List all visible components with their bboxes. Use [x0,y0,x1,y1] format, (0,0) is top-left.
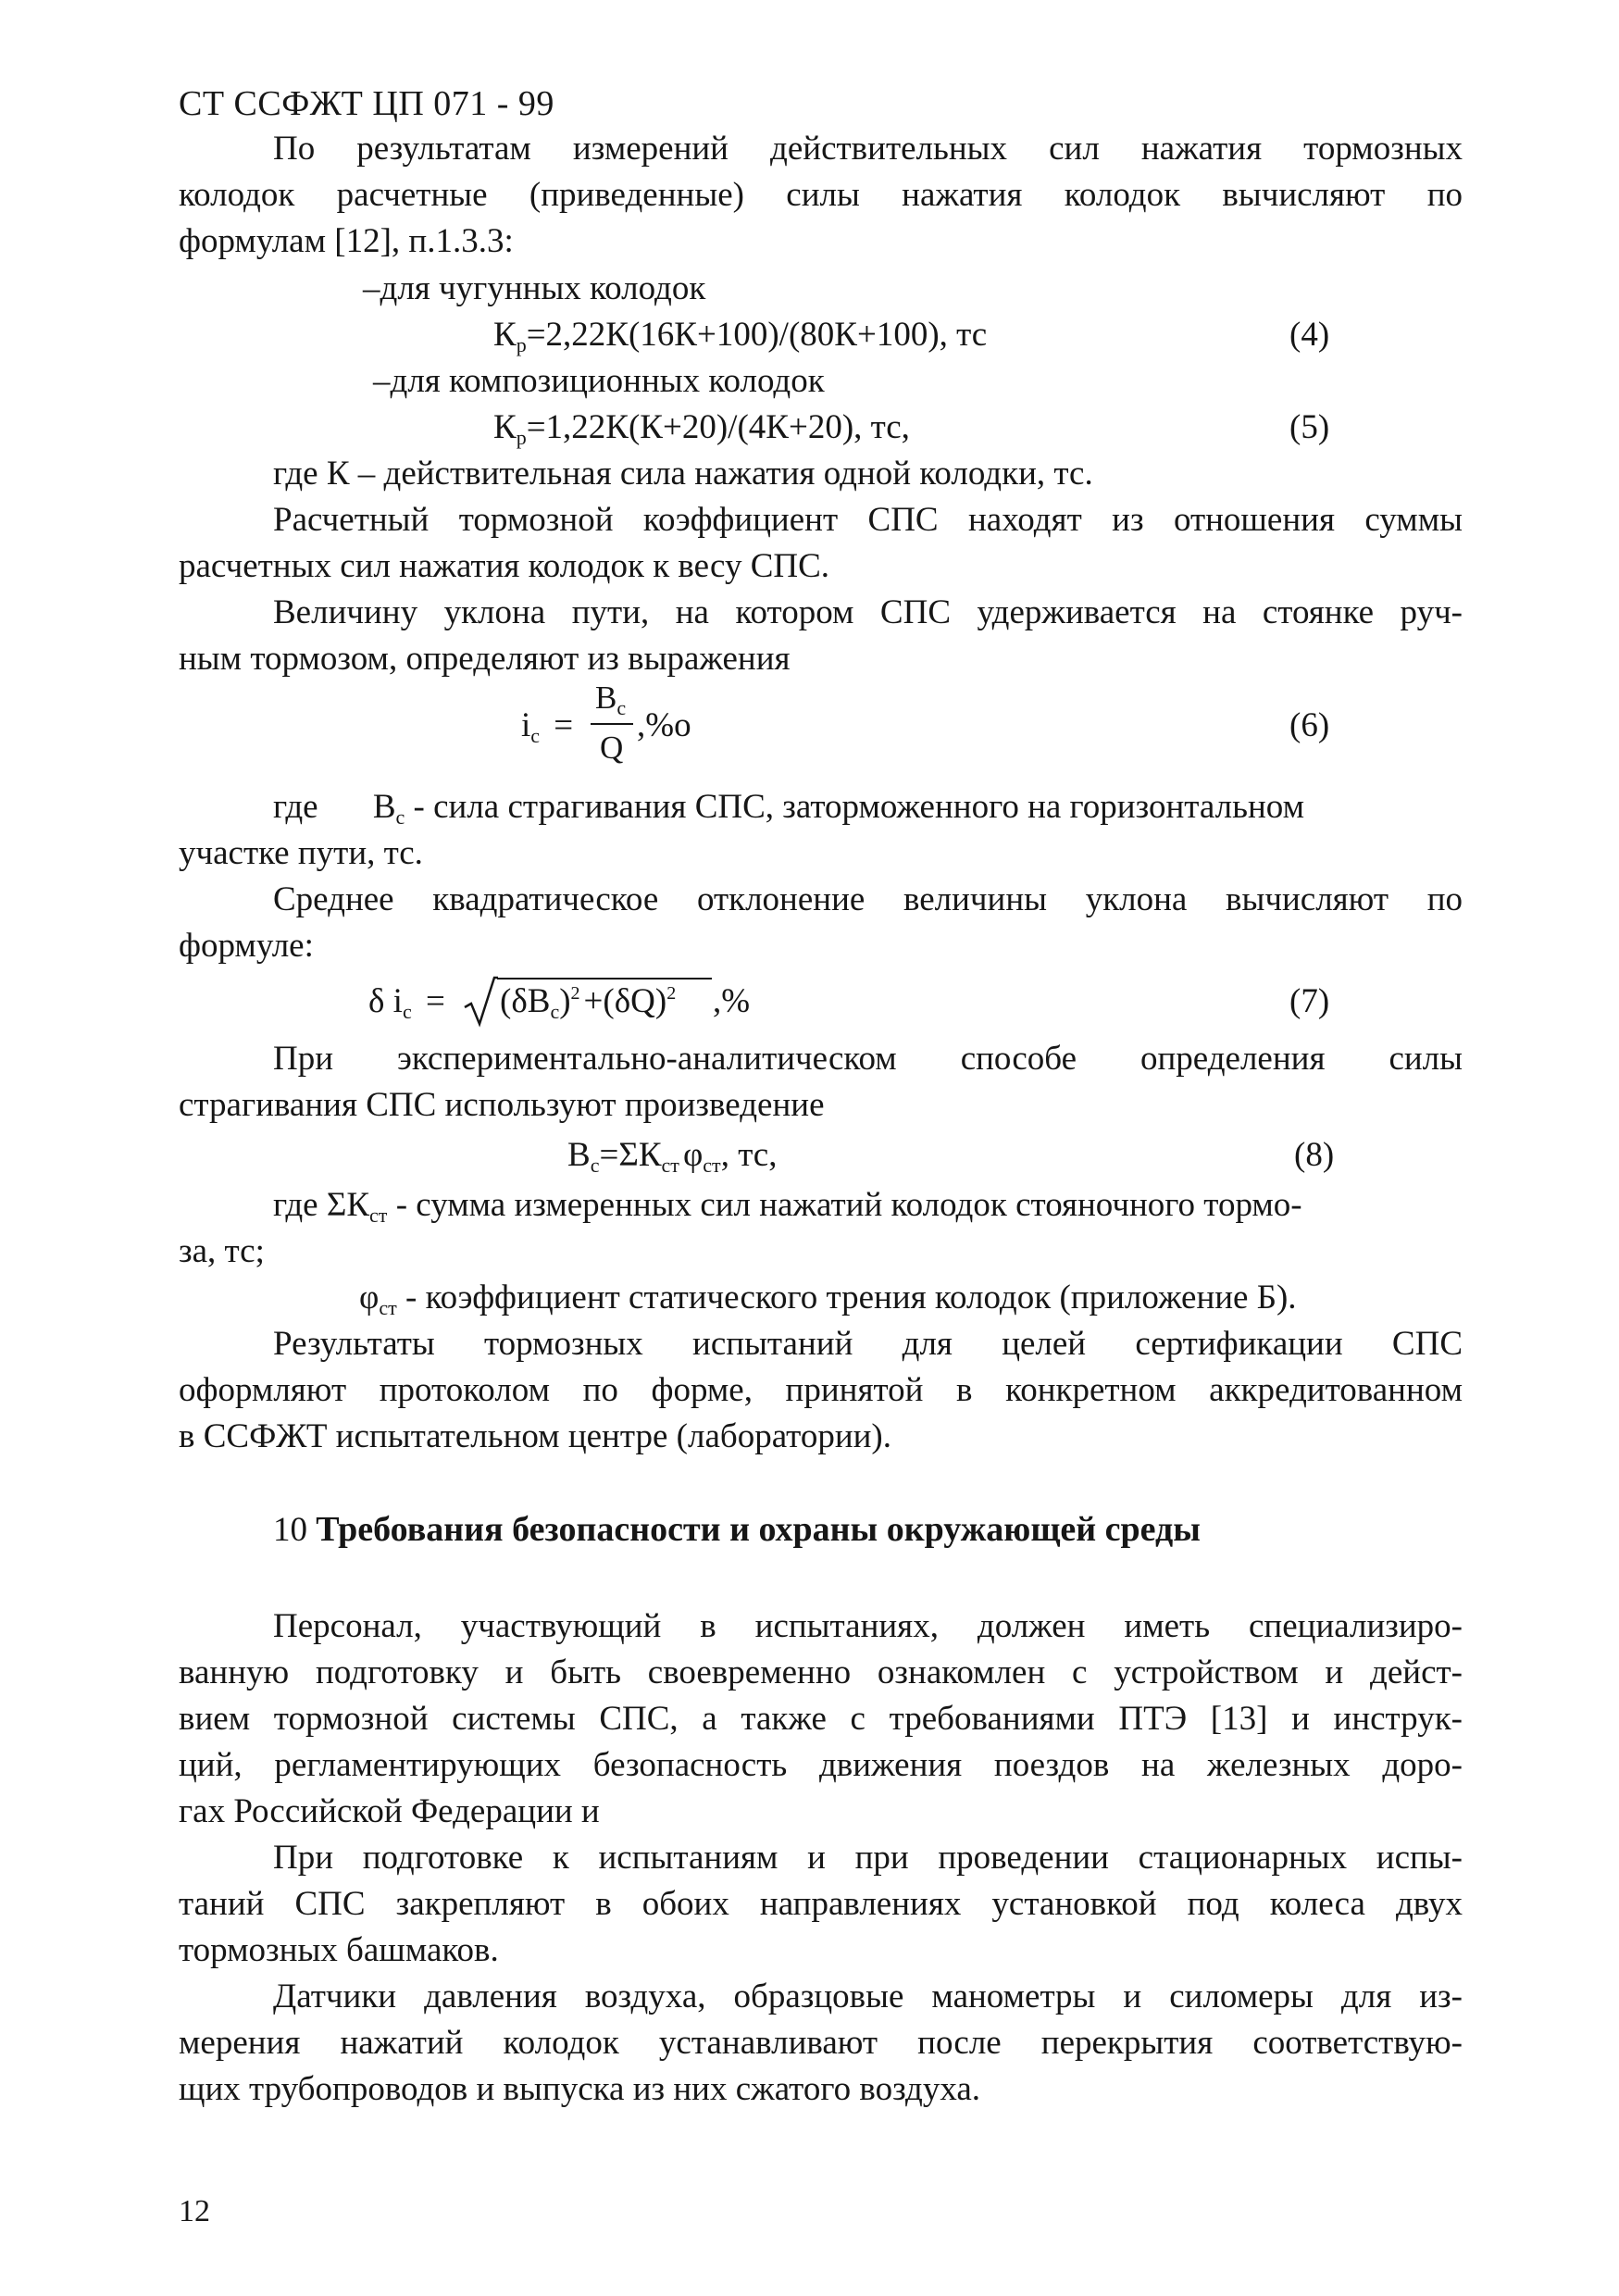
where-bc-sub: с [395,805,405,829]
where-bc-sym: В [372,788,396,826]
where-phi-sub: ст [379,1296,397,1319]
where-bc-cont: участке пути, тс. [179,834,423,872]
para4-line-2: формуле: [179,927,314,965]
where-phi [359,1276,1297,1320]
equation-8-number: (8) [1294,1136,1335,1174]
para9-line-2: мерения нажатий колодок устанавливают после перекрытия соответствую- [179,2024,1463,2062]
eq7-term1-close: ) [559,982,571,1020]
eq7-term2: +(δQ) [583,982,667,1020]
composite-label: –для композиционных колодок [373,362,825,400]
eq4-prefix: К [493,316,517,354]
eq7-term1: (δB [500,982,551,1020]
eq4-body: =2,22К(16К+100)/(80К+100), тс [526,316,988,354]
where-sum-k-pre: где ΣК [273,1186,370,1224]
where-bc-text: - сила страгивания СПС, заторможенного на горизонтальном [405,788,1305,826]
eq8-tail: , тс, [720,1136,778,1174]
eq7-radicand [500,980,676,1024]
eq8-k-sub: ст [661,1154,679,1177]
section-heading [273,1507,1201,1553]
eq6-denominator: Q [600,730,624,766]
para6-line-1: Результаты тормозных испытаний для целей сертификации СПС [273,1325,1463,1363]
para7-line-5: гах Российской Федерации и [179,1792,600,1830]
eq8-b-sub: с [590,1154,600,1177]
where-sum-k-cont: за, тс; [179,1232,265,1270]
para7-line-2: ванную подготовку и быть своевременно ознакомлен с устройством и дейст- [179,1653,1463,1691]
where-phi-text: - коэффициент статического трения колодок (приложение Б). [396,1279,1297,1316]
eq6-numer-b: B [595,680,617,716]
eq6-fraction-bar [591,723,633,725]
eq8-phi: φ [682,1136,704,1174]
where-sum-k [273,1183,1463,1228]
eq6-unit: ,%o [637,706,691,744]
where-phi-sym: φ [359,1279,380,1316]
section-title: Требования безопасности и охраны окружающей среды [316,1510,1201,1549]
eq6-numerator [595,676,626,720]
para8-line-3: тормозных башмаков. [179,1931,499,1969]
para9-line-3: щих трубопроводов и выпуска из них сжатого воздуха. [179,2070,981,2108]
para3-line-1: Величину уклона пути, на котором СПС удерживается на стоянке руч- [273,593,1463,631]
where-bc-where: где [273,788,318,826]
eq7-lhs [368,980,445,1024]
para3-line-2: ным тормозом, определяют из выражения [179,640,791,678]
where-sum-k-text: - сумма измеренных сил нажатий колодок стояночного тормо- [387,1186,1302,1224]
eq7-term1-sub: c [550,1000,560,1023]
eq8-b: В [567,1136,591,1174]
equation-5 [493,406,910,450]
para1-line-3: формулам [12], п.1.3.3: [179,222,514,260]
para7-line-1: Персонал, участвующий в испытаниях, должен иметь специализиро- [273,1607,1463,1645]
eq7-lhs-sub: c [402,1000,412,1023]
where-bc [273,785,1304,830]
page-number: 12 [179,2194,210,2228]
para2-line-1: Расчетный тормозной коэффициент СПС находят из отношения суммы [273,501,1463,539]
para7-line-3: вием тормозной системы СПС, а также с требованиями ПТЭ [13] и инструк- [179,1700,1463,1738]
where-k: где К – действительная сила нажатия одной колодки, тс. [273,455,1093,493]
eq7-unit: ,% [713,982,751,1020]
para6-line-3: в ССФЖТ испытательном центре (лаборатории). [179,1417,892,1455]
eq5-body: =1,22К(К+20)/(4К+20), тс, [526,408,910,446]
para4-line-1: Среднее квадратическое отклонение величины уклона вычисляют по [273,880,1463,918]
eq7-square-2: 2 [666,983,677,1004]
equation-5-number: (5) [1289,408,1330,446]
para6-line-2: оформляют протоколом по форме, принятой в конкретном аккредитованном [179,1371,1463,1409]
where-sum-k-sub: ст [369,1204,388,1227]
equation-7-number: (7) [1289,982,1330,1020]
equation-6-number: (6) [1289,706,1330,744]
para1-line-2: колодок расчетные (приведенные) силы нажатия колодок вычисляют по [179,176,1463,214]
document-header: СТ ССФЖТ ЦП 071 - 99 [179,84,554,123]
equation-4-number: (4) [1289,316,1330,354]
para8-line-1: При подготовке к испытаниям и при проведении стационарных испы- [273,1839,1463,1877]
eq5-prefix: К [493,408,517,446]
eq7-square-1: 2 [570,983,580,1004]
para7-line-4: ций, регламентирующих безопасность движения поездов на железных доро- [179,1746,1463,1784]
equation-8 [567,1133,777,1178]
cast-iron-label: –для чугунных колодок [363,269,706,307]
eq7-equals: = [425,982,445,1020]
eq6-numer-sub: c [616,696,627,719]
eq6-i-sub: c [530,724,541,747]
para5-line-1: При экспериментально-аналитическом способе определения силы [273,1040,1463,1078]
para2-line-2: расчетных сил нажатия колодок к весу СПС. [179,547,830,585]
eq8-phi-sub: ст [703,1154,721,1177]
eq6-equals: = [554,706,574,744]
eq5-sub: р [516,426,527,449]
para9-line-1: Датчики давления воздуха, образцовые манометры и силомеры для из- [273,1978,1463,2015]
section-number: 10 [273,1511,307,1549]
eq7-delta-i: δ i [368,982,403,1020]
para8-line-2: таний СПС закрепляют в обоих направлениях установкой под колеса двух [179,1885,1463,1923]
equation-4 [493,313,987,357]
para1-line-1: По результатам измерений действительных сил нажатия тормозных [273,130,1463,168]
para5-line-2: страгивания СПС используют произведение [179,1086,825,1124]
eq7-radical-sign [463,974,498,1029]
eq6-i: i [521,706,531,744]
eq8-sum-k: =ΣК [599,1136,662,1174]
eq6-lhs [521,704,573,748]
eq4-sub: р [516,333,527,356]
